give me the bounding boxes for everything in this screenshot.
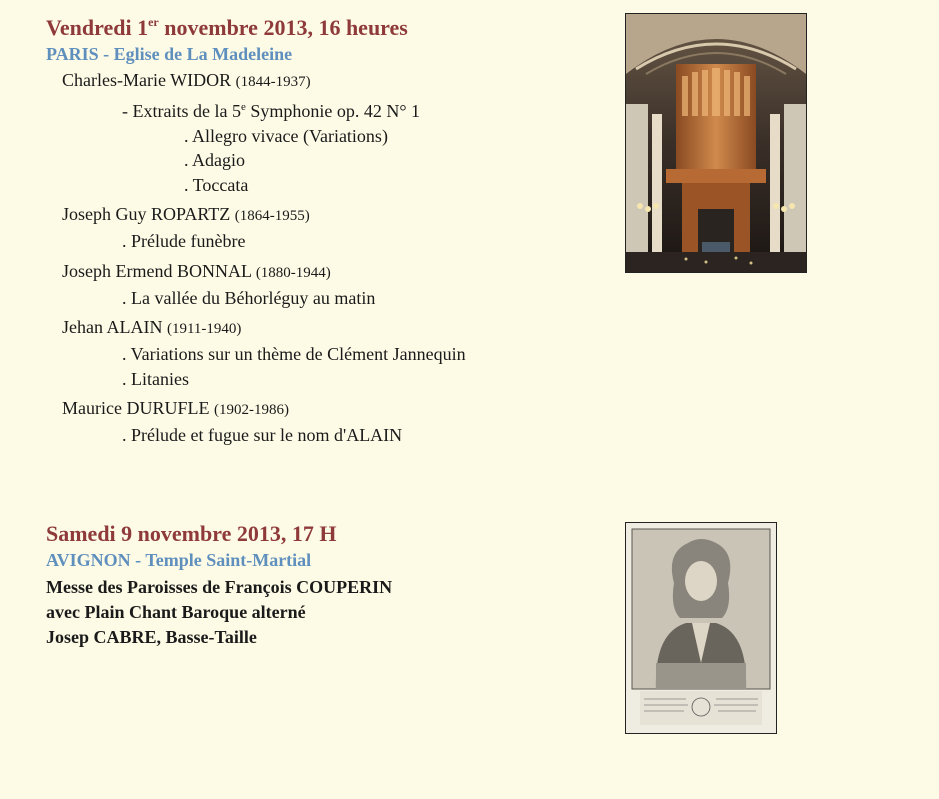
event-place: PARIS - Eglise de La Madeleine [46, 44, 293, 64]
piece-line: . Prélude funèbre [122, 231, 246, 251]
composer-line: Charles-Marie WIDOR (1844-1937) [62, 70, 311, 90]
composer-line: Joseph Ermend BONNAL (1880-1944) [62, 260, 331, 281]
event-description [46, 575, 392, 650]
piece-line: . Toccata [184, 174, 249, 195]
organ-photo [625, 13, 807, 273]
description-line: Messe des Paroisses de François COUPERIN [46, 577, 393, 597]
description-line: avec Plain Chant Baroque alterné [46, 602, 306, 622]
event-place: AVIGNON - Temple Saint-Martial [46, 550, 312, 570]
composer-line: Jehan ALAIN (1911-1940) [62, 317, 242, 337]
piece-line: . Litanies [122, 368, 189, 389]
piece-line: . Adagio [184, 150, 245, 170]
composer-line: Joseph Guy ROPARTZ (1864-1955) [62, 204, 310, 224]
program-list [62, 68, 562, 448]
piece-line: - Extraits de la 5e Symphonie op. 42 N° 1 [122, 101, 421, 121]
portrait-engraving-icon [626, 523, 776, 733]
piece-line: . Variations sur un thème de Clément Jannequin [122, 344, 466, 364]
couperin-portrait [625, 522, 777, 734]
piece-line: . Allegro vivace (Variations) [184, 125, 388, 146]
event-samedi [46, 520, 392, 650]
event-date: Samedi 9 novembre 2013, 17 H [46, 521, 337, 546]
organ-photo-icon [626, 14, 806, 272]
event-vendredi [46, 14, 408, 66]
description-line: Josep CABRE, Basse-Taille [46, 627, 257, 647]
piece-line: . La vallée du Béhorléguy au matin [122, 287, 376, 308]
event-date: Vendredi 1er novembre 2013, 16 heures [46, 15, 408, 40]
piece-line: . Prélude et fugue sur le nom d'ALAIN [122, 425, 403, 445]
composer-line: Maurice DURUFLE (1902-1986) [62, 398, 289, 418]
